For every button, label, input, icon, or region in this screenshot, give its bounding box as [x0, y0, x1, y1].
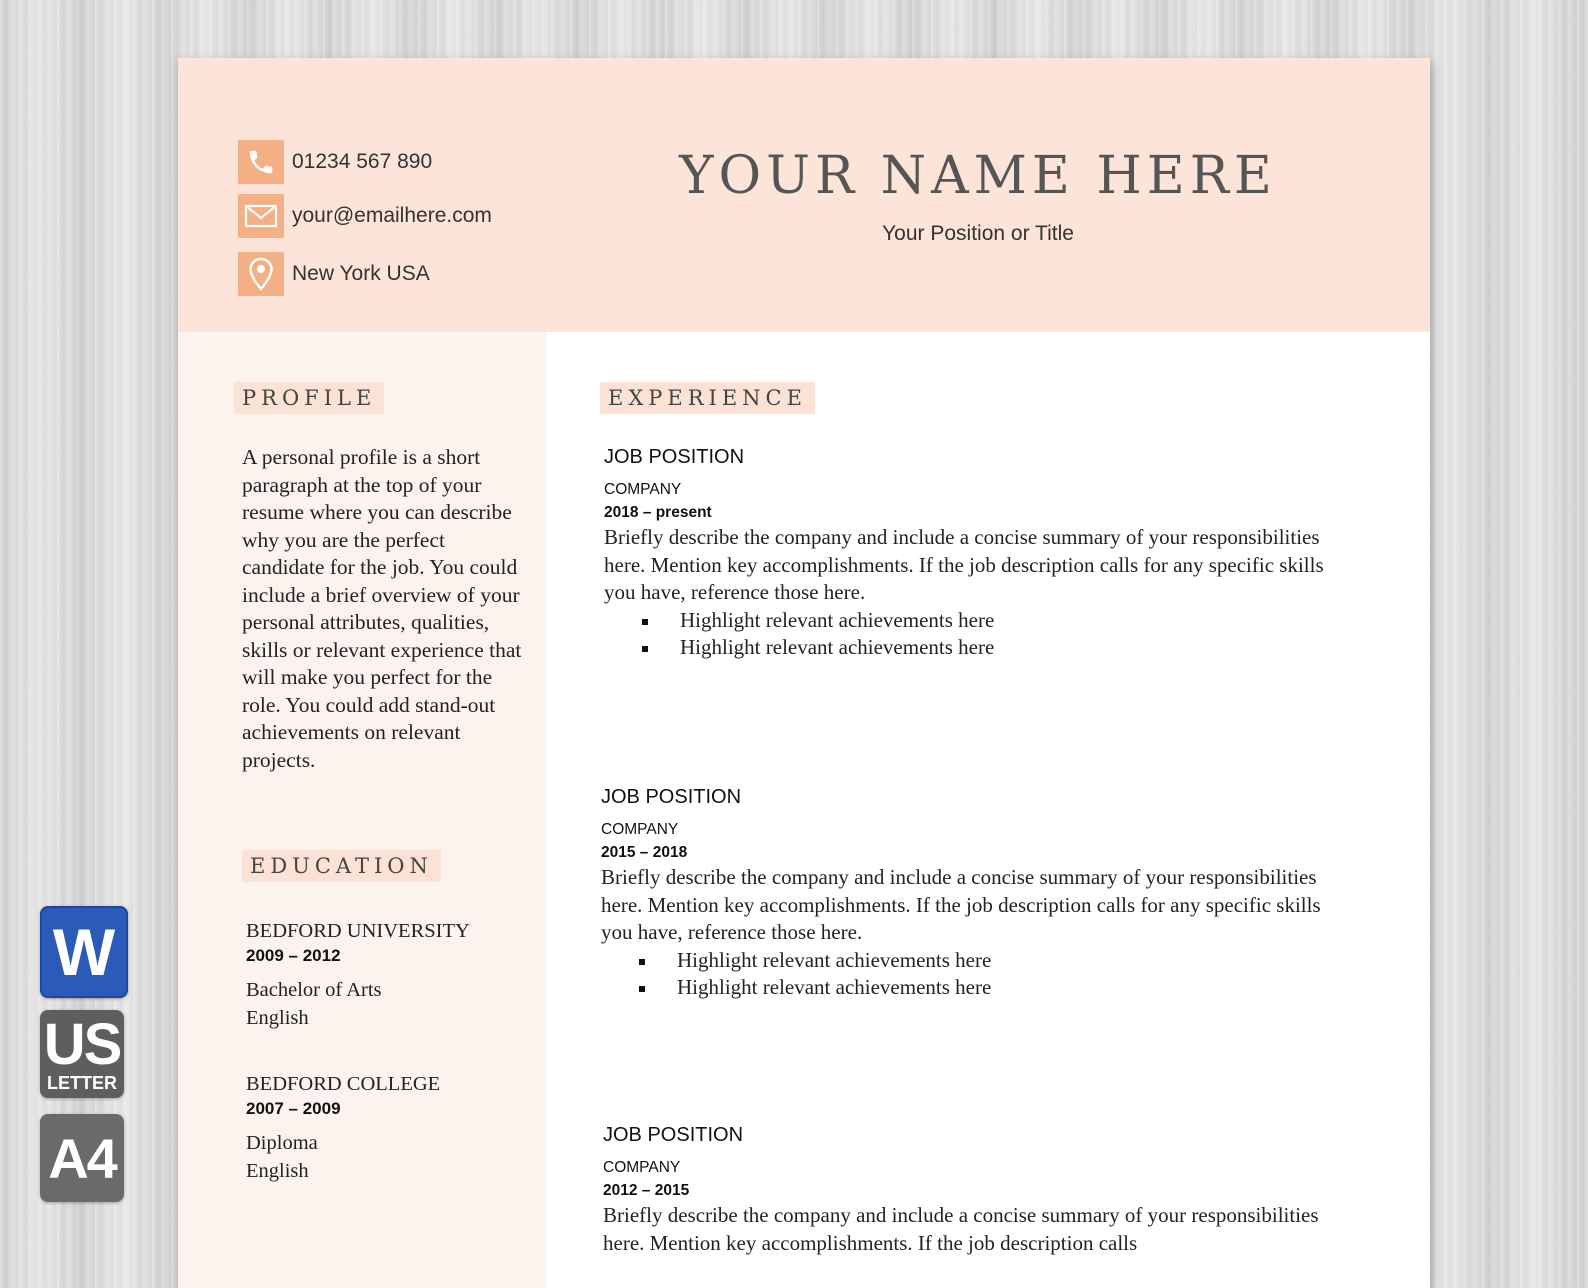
education-heading: EDUCATION [242, 850, 441, 882]
profile-text: A personal profile is a short paragraph at the top of your resume where you can describe why you are the perfect candidate for the job. You could include a brief overview of your personal attributes, qualities, skills or relevant experience that will make you perfect for the role. You could add stand-out achievements on relevant projects. [242, 445, 522, 772]
job-years: 2018 – present [604, 504, 712, 521]
education-institution: BEDFORD UNIVERSITY [246, 920, 470, 942]
job-entry [601, 786, 1321, 1002]
resume-header [178, 58, 1430, 332]
job-years: 2012 – 2015 [603, 1182, 690, 1199]
resume-name: YOUR NAME HERE [679, 146, 1277, 206]
word-badge-label: W [52, 915, 116, 989]
contact-location [238, 252, 430, 296]
us-badge-label: US [43, 1012, 121, 1077]
education-degree-name: Bachelor of Arts [246, 979, 382, 1001]
job-description: Briefly describe the company and include a concise summary of your responsibilities here. Mention key accomplishments. If the job description calls [603, 1203, 1319, 1255]
education-degree [246, 1129, 440, 1185]
job-bullet: Highlight relevant achievements here [642, 607, 1324, 635]
job-position: JOB POSITION [603, 1124, 744, 1146]
job-description: Briefly describe the company and include a concise summary of your responsibilities here. Mention key accomplishments. If the job description calls for any specific skills you have, reference those here. [601, 865, 1321, 944]
resume-page [178, 58, 1430, 1288]
job-bullets [604, 607, 1324, 662]
email-icon [238, 194, 284, 238]
experience-heading: EXPERIENCE [600, 382, 815, 414]
education-degree [246, 976, 470, 1032]
a4-badge [40, 1114, 124, 1202]
contact-email [238, 194, 492, 238]
job-bullet: Highlight relevant achievements here [639, 974, 1321, 1002]
location-pin-icon [238, 252, 284, 296]
education-subject: English [246, 1160, 309, 1182]
contact-phone [238, 140, 432, 184]
education-institution: BEDFORD COLLEGE [246, 1073, 441, 1095]
contact-location-text: New York USA [292, 262, 430, 285]
job-years: 2015 – 2018 [601, 844, 688, 861]
job-bullet: Highlight relevant achievements here [642, 634, 1324, 662]
education-years: 2007 – 2009 [246, 1099, 341, 1118]
resume-title: Your Position or Title [882, 222, 1074, 245]
contact-email-text: your@emailhere.com [292, 204, 492, 227]
education-years: 2009 – 2012 [246, 946, 341, 965]
contact-phone-text: 01234 567 890 [292, 150, 433, 173]
job-company: COMPANY [603, 1159, 681, 1176]
job-description: Briefly describe the company and include a concise summary of your responsibilities here. Mention key accomplishments. If the job description calls for any specific skills you have, reference those here. [604, 525, 1324, 604]
letter-badge-label: LETTER [47, 1073, 117, 1093]
word-format-badge [40, 906, 128, 998]
education-subject: English [246, 1007, 309, 1029]
job-bullets [601, 947, 1321, 1002]
education-item [246, 1073, 440, 1185]
us-letter-badge [40, 1010, 124, 1098]
job-position: JOB POSITION [604, 446, 745, 468]
education-degree-name: Diploma [246, 1132, 318, 1154]
job-bullet: Highlight relevant achievements here [639, 947, 1321, 975]
job-position: JOB POSITION [601, 786, 742, 808]
a4-badge-label: A4 [48, 1126, 116, 1190]
job-entry [604, 446, 1324, 662]
job-company: COMPANY [601, 821, 679, 838]
job-entry [603, 1124, 1323, 1257]
job-company: COMPANY [604, 481, 682, 498]
profile-heading: PROFILE [234, 382, 384, 414]
education-item [246, 920, 470, 1032]
phone-icon [238, 140, 284, 184]
